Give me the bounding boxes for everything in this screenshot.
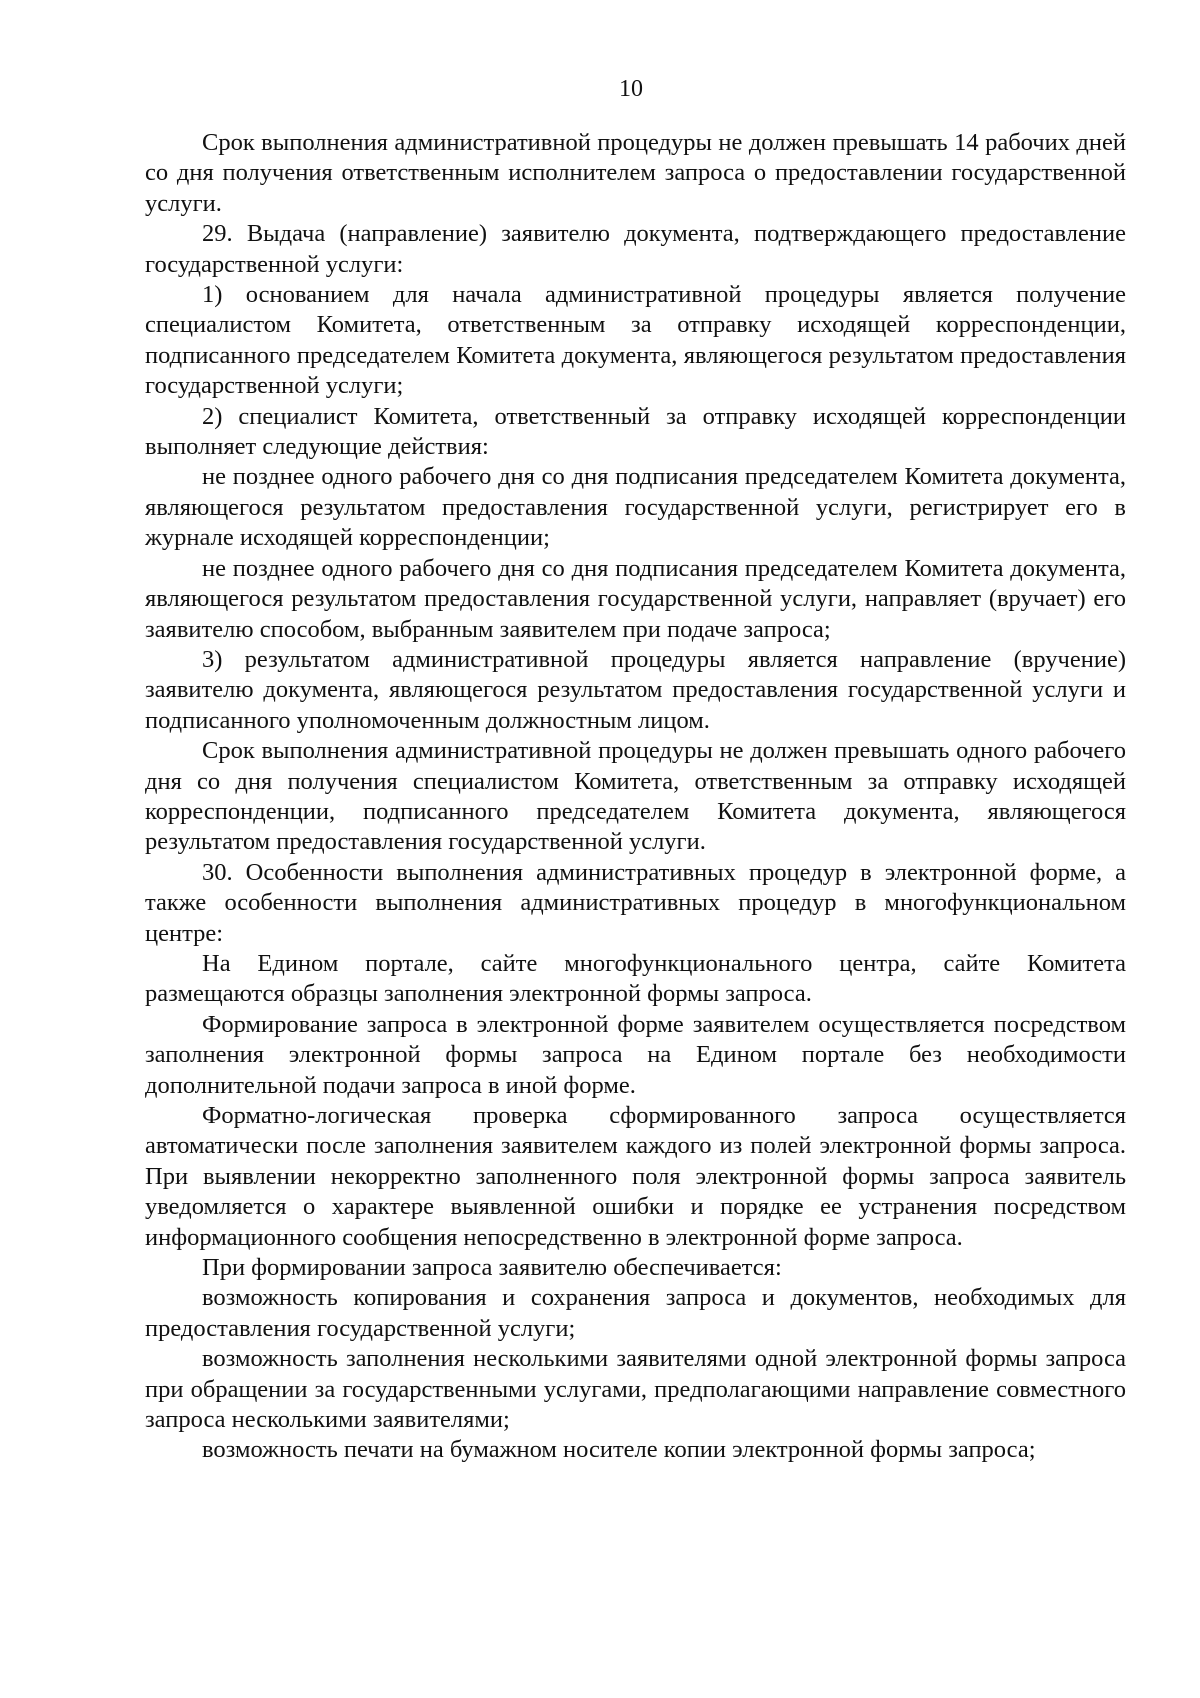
page-number: 10 [619, 76, 643, 102]
paragraph-request-forming: Формирование запроса в электронной форме заявителем осуществляется посредством заполнения электронной формы запроса на Едином портале без необходимости дополнительной подачи запроса в иной форме. [145, 1010, 1126, 1099]
paragraph-feature-print: возможность печати на бумажном носителе копии электронной формы запроса; [202, 1436, 1036, 1464]
paragraph-feature-copy-save: возможность копирования и сохранения запроса и документов, необходимых для предоставления государственной услуги; [145, 1284, 1126, 1342]
paragraph-29-subitem-2: 2) специалист Комитета, ответственный за отправку исходящей корреспонденции выполняет следующие действия: [145, 402, 1126, 461]
paragraph-send-document: не позднее одного рабочего дня со дня подписания председателем Комитета документа, являющегося результатом предоставления государственной услуги, направляет (вручает) его заявителю способом, выбранным заявителем при подаче запроса; [145, 554, 1126, 643]
paragraph-item-29: 29. Выдача (направление) заявителю документа, подтверждающего предоставление государственной услуги: [145, 220, 1126, 278]
paragraph-feature-multiple-applicants: возможность заполнения несколькими заявителями одной электронной формы запроса при обращении за государственными услугами, предполагающими направление совместного запроса несколькими заявителями; [145, 1345, 1126, 1434]
paragraph-register-document: не позднее одного рабочего дня со дня подписания председателем Комитета документа, являющегося результатом предоставления государственной услуги, регистрирует его в журнале исходящей корреспонденции; [145, 463, 1126, 552]
paragraph-format-check: Форматно-логическая проверка сформированного запроса осуществляется автоматически после заполнения заявителем каждого из полей электронной формы запроса. При выявлении некорректно заполненного поля электронной формы запроса заявитель уведомляется о характере выявленной ошибки и порядке ее устранения посредством информационного сообщения непосредственно в электронной форме запроса. [145, 1102, 1126, 1251]
paragraph-form-samples: На Едином портале, сайте многофункционального центра, сайте Комитета размещаются образцы заполнения электронной формы запроса. [145, 949, 1126, 1008]
paragraph-deadline-14-days: Срок выполнения административной процедуры не должен превышать 14 рабочих дней со дня получения ответственным исполнителем запроса о предоставлении государственной услуги. [145, 129, 1126, 217]
paragraph-provided-features-intro: При формировании запроса заявителю обеспечивается: [202, 1254, 782, 1282]
paragraph-deadline-one-day: Срок выполнения административной процедуры не должен превышать одного рабочего дня со дня получения специалистом Комитета, ответственным за отправку исходящей корреспонденции, подписанного председателем Комитета документа, являющегося результатом предоставления государственной услуги. [145, 737, 1126, 856]
paragraph-item-30: 30. Особенности выполнения административных процедур в электронной форме, а также особенности выполнения административных процедур в многофункциональном центре: [145, 858, 1126, 947]
paragraph-29-subitem-1: 1) основанием для начала административной процедуры является получение специалистом Комитета, ответственным за отправку исходящей корреспонденции, подписанного председателем Комитета документа, являющегося результатом предоставления государственной услуги; [145, 281, 1126, 400]
document-body [145, 128, 1126, 1466]
paragraph-29-subitem-3: 3) результатом административной процедуры является направление (вручение) заявителю документа, являющегося результатом предоставления государственной услуги и подписанного уполномоченным должностным лицом. [145, 645, 1126, 734]
